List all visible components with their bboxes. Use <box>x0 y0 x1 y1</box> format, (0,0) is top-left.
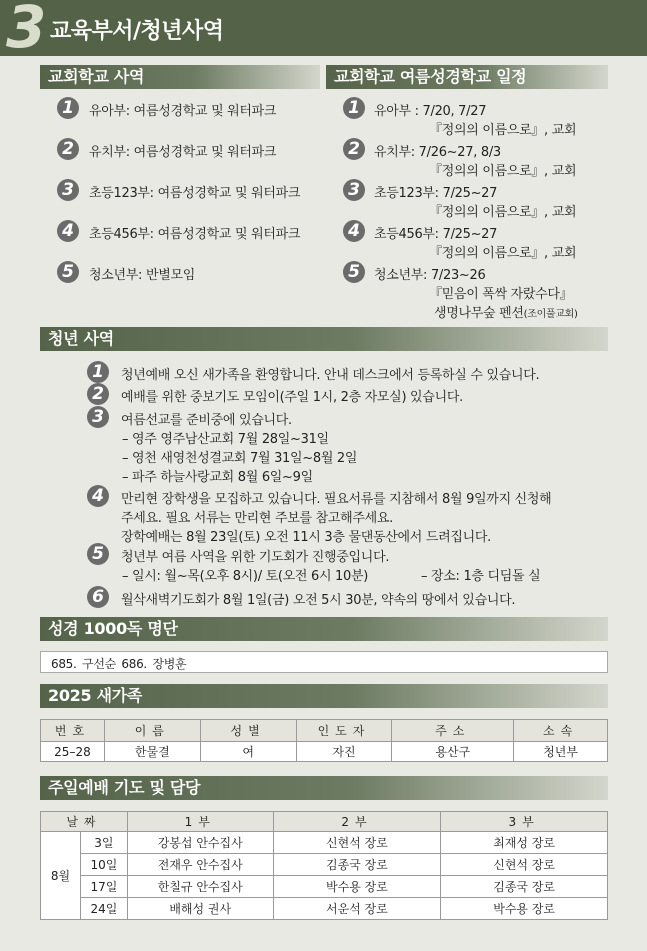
vbs-item-line1: 초등123부: 7/25~27 <box>374 186 498 201</box>
vbs-item-line2: 『믿음이 폭싹 자랐수다』 <box>429 287 573 302</box>
prayer-table <box>40 811 608 920</box>
newfamily-header-cell: 성별 <box>200 720 296 742</box>
vbs-item-line2: 『정의의 이름으로』, 교회 <box>429 246 577 261</box>
vbs-item-line1: 청소년부: 7/23~26 <box>374 268 486 283</box>
youth-heading: 청년 사역 <box>40 327 608 351</box>
page-title: 교육부서/청년사역 <box>50 19 224 44</box>
newfamily-header-cell: 주소 <box>392 720 514 742</box>
number-badge-icon: 2 <box>343 138 365 160</box>
prayer-header-cell: 1부 <box>127 812 273 832</box>
prayer-cell: 박수용 장로 <box>273 876 441 898</box>
number-badge-icon: 1 <box>87 361 109 383</box>
number-badge-icon: 4 <box>57 220 79 242</box>
number-badge-icon: 2 <box>87 383 109 405</box>
table-row <box>41 742 608 762</box>
youth-item-line: 청년부 여름 사역을 위한 기도회가 진행중입니다. <box>121 550 390 565</box>
youth-item-line: – 영주 영주남산교회 7월 28일~31일 <box>122 432 329 447</box>
prayer-header-cell: 3부 <box>441 812 608 832</box>
vbs-item-line2: 『정의의 이름으로』, 교회 <box>429 205 577 220</box>
newfamily-header-cell: 이름 <box>104 720 200 742</box>
prayer-cell: 신현석 장로 <box>273 832 441 854</box>
table-row <box>41 898 608 920</box>
school-item: 유치부: 여름성경학교 및 워터파크 <box>89 145 277 160</box>
number-badge-icon: 3 <box>87 406 109 428</box>
newfamily-cell: 용산구 <box>392 742 514 762</box>
youth-item-line: 월삭새벽기도회가 8월 1일(금) 오전 5시 30분, 약속의 땅에서 있습니다. <box>121 593 516 608</box>
number-badge-icon: 4 <box>343 220 365 242</box>
prayer-cell: 10일 <box>80 854 127 876</box>
vbs-place-church: (조이풀교회) <box>523 309 578 320</box>
prayer-cell: 서운석 장로 <box>273 898 441 920</box>
youth-item-line: 만리현 장학생을 모집하고 있습니다. 필요서류를 지참해서 8월 9일까지 신청해 <box>121 492 552 507</box>
number-badge-icon: 5 <box>343 261 365 283</box>
prayer-cell: 3일 <box>80 832 127 854</box>
table-row <box>41 854 608 876</box>
vbs-item-line1: 유치부: 7/26~27, 8/3 <box>374 145 501 160</box>
newfamily-cell: 청년부 <box>514 742 608 762</box>
newfamily-heading: 2025 새가족 <box>40 684 608 708</box>
newfamily-cell: 여 <box>200 742 296 762</box>
youth-item-line: 장학예배는 8월 23일(토) 오전 11시 3층 물댄동산에서 드려집니다. <box>121 530 491 545</box>
vbs-item-line1: 유아부 : 7/20, 7/27 <box>374 104 487 119</box>
school-item: 청소년부: 반별모임 <box>89 268 195 283</box>
school-item: 초등123부: 여름성경학교 및 워터파크 <box>89 186 301 201</box>
number-badge-icon: 2 <box>57 138 79 160</box>
prayer-header-cell: 2부 <box>273 812 441 832</box>
vbs-place: 생명나무숲 펜션 <box>434 306 524 321</box>
prayer-header-cell: 날짜 <box>41 812 128 832</box>
youth-item-line: – 영천 새영천성결교회 7월 31일~8월 2일 <box>122 451 358 466</box>
youth-item-line: – 파주 하늘사랑교회 8월 6일~9일 <box>122 470 313 485</box>
prayer-cell: 신현석 장로 <box>441 854 608 876</box>
newfamily-cell: 25–28 <box>41 742 105 762</box>
newfamily-cell: 자진 <box>296 742 392 762</box>
number-badge-icon: 6 <box>87 586 109 608</box>
vbs-item-line1: 초등456부: 7/25~27 <box>374 227 498 242</box>
newfamily-header-cell: 인도자 <box>296 720 392 742</box>
newfamily-header-cell: 번호 <box>41 720 105 742</box>
prayer-month-cell: 8월 <box>41 832 81 920</box>
vbs-heading: 교회학교 여름성경학교 일정 <box>326 65 608 89</box>
prayer-heading: 주일예배 기도 및 담당 <box>40 776 608 800</box>
bible-heading: 성경 1000독 명단 <box>40 617 608 641</box>
vbs-item-line2: 『정의의 이름으로』, 교회 <box>429 123 577 138</box>
number-badge-icon: 5 <box>87 543 109 565</box>
bible-names: 685. 구선순 686. 장병훈 <box>51 657 187 671</box>
vbs-item-line2: 『정의의 이름으로』, 교회 <box>429 164 577 179</box>
school-heading: 교회학교 사역 <box>40 65 320 89</box>
school-item: 유아부: 여름성경학교 및 워터파크 <box>89 104 277 119</box>
table-row <box>41 876 608 898</box>
youth-item-extra: – 장소: 1층 디딤돌 실 <box>421 569 541 584</box>
youth-item-line: 예배를 위한 중보기도 모임이(주일 1시, 2층 자모실) 있습니다. <box>121 390 463 405</box>
youth-item-line: 주세요. 필요 서류는 만리현 주보를 참고해주세요. <box>121 511 393 526</box>
youth-item-line: – 일시: 월~목(오후 8시)/ 토(오전 6시 10분) <box>122 569 369 584</box>
vbs-item-line3 <box>434 302 578 321</box>
number-badge-icon: 3 <box>57 179 79 201</box>
school-item: 초등456부: 여름성경학교 및 워터파크 <box>89 227 301 242</box>
prayer-cell: 최재성 장로 <box>441 832 608 854</box>
number-badge-icon: 1 <box>343 97 365 119</box>
prayer-cell: 김종국 장로 <box>273 854 441 876</box>
prayer-cell: 17일 <box>80 876 127 898</box>
youth-item-line: 청년예배 오신 새가족을 환영합니다. 안내 데스크에서 등록하실 수 있습니다. <box>121 368 540 383</box>
number-badge-icon: 5 <box>57 261 79 283</box>
newfamily-header-cell: 소속 <box>514 720 608 742</box>
number-badge-icon: 1 <box>57 97 79 119</box>
newfamily-table <box>40 719 608 762</box>
bible-box <box>40 651 608 673</box>
prayer-cell: 한칠규 안수집사 <box>127 876 273 898</box>
prayer-cell: 배해성 권사 <box>127 898 273 920</box>
prayer-cell: 김종국 장로 <box>441 876 608 898</box>
table-row <box>41 832 608 854</box>
section-number: 3 <box>6 0 47 61</box>
youth-item-line: 여름선교를 준비중에 있습니다. <box>121 413 292 428</box>
prayer-cell: 전재우 안수집사 <box>127 854 273 876</box>
prayer-cell: 강봉섭 안수집사 <box>127 832 273 854</box>
number-badge-icon: 3 <box>343 179 365 201</box>
newfamily-cell: 한물결 <box>104 742 200 762</box>
prayer-cell: 24일 <box>80 898 127 920</box>
prayer-cell: 박수용 장로 <box>441 898 608 920</box>
number-badge-icon: 4 <box>87 485 109 507</box>
